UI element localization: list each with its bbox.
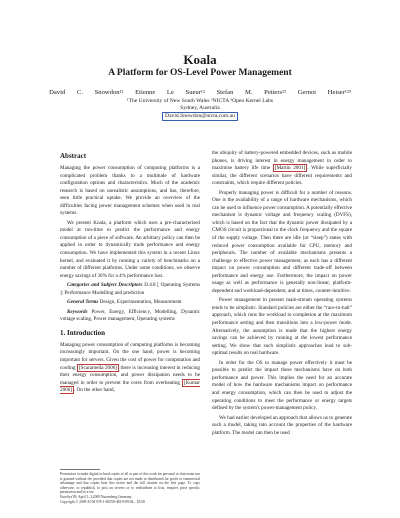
affiliation-line-1: ¹The University of New South Wales ²NICTA ³Open Kernel Labs bbox=[126, 98, 274, 104]
citation-kumar[interactable]: [Kumar 2006] bbox=[60, 379, 200, 394]
right-text-b: . While superficially similar, the different scenarios have different requirements and constraints, which require different policies. bbox=[212, 165, 352, 187]
categories-line bbox=[60, 282, 200, 297]
keywords-label: Keywords bbox=[67, 308, 88, 315]
general-terms-text: Design, Experimentation, Measurement bbox=[99, 299, 182, 306]
right-text-a: the ubiquity of battery-powered embedded devices, such as mobile phones, is driving interest in energy management in order to maximise battery life time bbox=[212, 150, 352, 172]
right-column bbox=[212, 150, 352, 439]
introduction-heading: 1. Introduction bbox=[60, 328, 105, 337]
categories-label: Categories and Subject Descriptors bbox=[67, 282, 143, 289]
intro-text-c: . On the other hand, bbox=[74, 387, 115, 394]
intro-text-a: Managing power consumption of computing platforms is becoming increasingly important. On the one hand, power is becoming important for servers. Given the cost of power for computation and cooling bbox=[60, 341, 200, 371]
venue-line: EuroSys'09, April 1–3,2009,Nuremberg,Germany. bbox=[60, 494, 133, 499]
keywords-line bbox=[60, 309, 200, 324]
author-list: David C. Snowdon¹² Etienne Le Sueur¹² Stefan M. Petters¹² Gernot Heiser¹²³ bbox=[49, 89, 351, 96]
keywords-text: Power, Energy, Efficiency, Modelling, Dynamic voltage scaling, Power management, Operating systems bbox=[60, 308, 200, 323]
general-terms-line bbox=[60, 299, 200, 307]
right-paragraph-2: Properly managing power is difficult for a number of reasons. One is the availability of a range of hardware mechanisms, which can be used to influence power consumption. A potentially effective mechanism is dynamic voltage and frequency scaling (DVFS), which is based on the fact that the dynamic power dissipated by a CMOS circuit is proportional to the clock frequency and the square of the supply voltage. Then there are idle (or “sleep”) states with reduced power consumption available for CPU, memory and peripherals. The number of available mechanisms presents a challenge to effective power management, as each has a different impact on power consumption and different trade-off between performance and energy use. Furthermore, the impact on power usage as well as performance is generally non-linear, platform-dependent and workload-dependent, and at times, counter-intuitive. bbox=[212, 189, 352, 294]
citation-martin[interactable]: [Martin 2001] bbox=[274, 165, 306, 172]
general-terms-label: General Terms bbox=[67, 299, 99, 306]
left-column bbox=[60, 152, 200, 397]
abstract-paragraph-2: We present Koala, a platform which uses a pre-characterised model at run-time to predict the performance and energy consumption of a piece of software. An arbitrary policy can then be applied in order to dynamically trade performance and energy consumption. We have implemented this system in a recent Linux kernel, and evaluated it by running a variety of benchmarks on a number of different platforms. Under some conditions, we observe energy savings of 30% for a 4% performance loss. bbox=[60, 219, 200, 279]
abstract-heading: Abstract bbox=[60, 152, 87, 160]
right-paragraph-4: In order for the OS to manage power effectively it must be possible to predict the impact these mechanisms have on both performance and power. This implies the need for an accurate model of how the hardware mechanisms impact on performance and energy consumption, which can then be used to adjust the operating conditions to meet the performance or energy targets defined by the system's power-management policy. bbox=[212, 359, 352, 412]
affiliation-line-2: Sydney, Australia bbox=[180, 105, 220, 111]
categories-text: D.4.8 [ Operating Systems ]: Performance Modelling and prediction bbox=[60, 282, 201, 296]
footnote-rule bbox=[60, 469, 100, 470]
citation-scaramella[interactable]: [Scaramella 2006] bbox=[78, 364, 117, 371]
introduction-paragraph-1 bbox=[60, 342, 200, 395]
right-paragraph-3: Power management in present main-stream operating systems tends to be simplistic. Standard policies are either the “race-to-halt” approach, which runs the workload to completion at the maximum performance setting and then transitions into a low-power mode. Alternatively, the assumption is made that the highest energy savings can be achieved by running at the lowest performance setting. We show that such simplistic approaches lead to sub-optimal results on real hardware. bbox=[212, 297, 352, 357]
email-link[interactable]: David.Snowdon@nicta.com.au bbox=[162, 112, 238, 121]
copyright-line: Copyright © 2009 ACM 978-1-60558-482-9/09/04... $5.00 bbox=[60, 499, 146, 504]
copyright-footnote bbox=[60, 469, 200, 504]
permission-notice: Permission to make digital or hard copies of all or part of this work for personal or classroom use is granted without fee provided that copies are not made or distributed for profit or commercial advantage and that copies bear this notice and the full citation on the first page. To copy otherwise, to republish, to post on servers or to redistribute to lists, requires prior specific permission and/or a fee. bbox=[60, 472, 200, 495]
right-paragraph-1 bbox=[212, 150, 352, 188]
intro-text-b: there is increasing interest in reducing their energy consumption, and power dissipation needs to be managed in order to prevent the cores from overheating bbox=[60, 364, 200, 386]
paper-subtitle: A Platform for OS-Level Power Management bbox=[108, 68, 292, 78]
affiliations bbox=[0, 98, 400, 121]
right-paragraph-5: We had earlier developed an approach that allows us to generate such a model, taking into account the properties of the hardware platform. The model can then be used bbox=[212, 414, 352, 436]
paper-title: Koala bbox=[183, 52, 217, 67]
abstract-paragraph-1: Managing the power consumption of computing platforms is a complicated problem thanks to a multitude of hardware configuration options and characteristics. Much of the academic research is based on unrealistic assumptions, and has, therefore, seen little practical uptake. We provide an overview of the difficulties facing power management schemes when used in real systems. bbox=[60, 165, 200, 217]
